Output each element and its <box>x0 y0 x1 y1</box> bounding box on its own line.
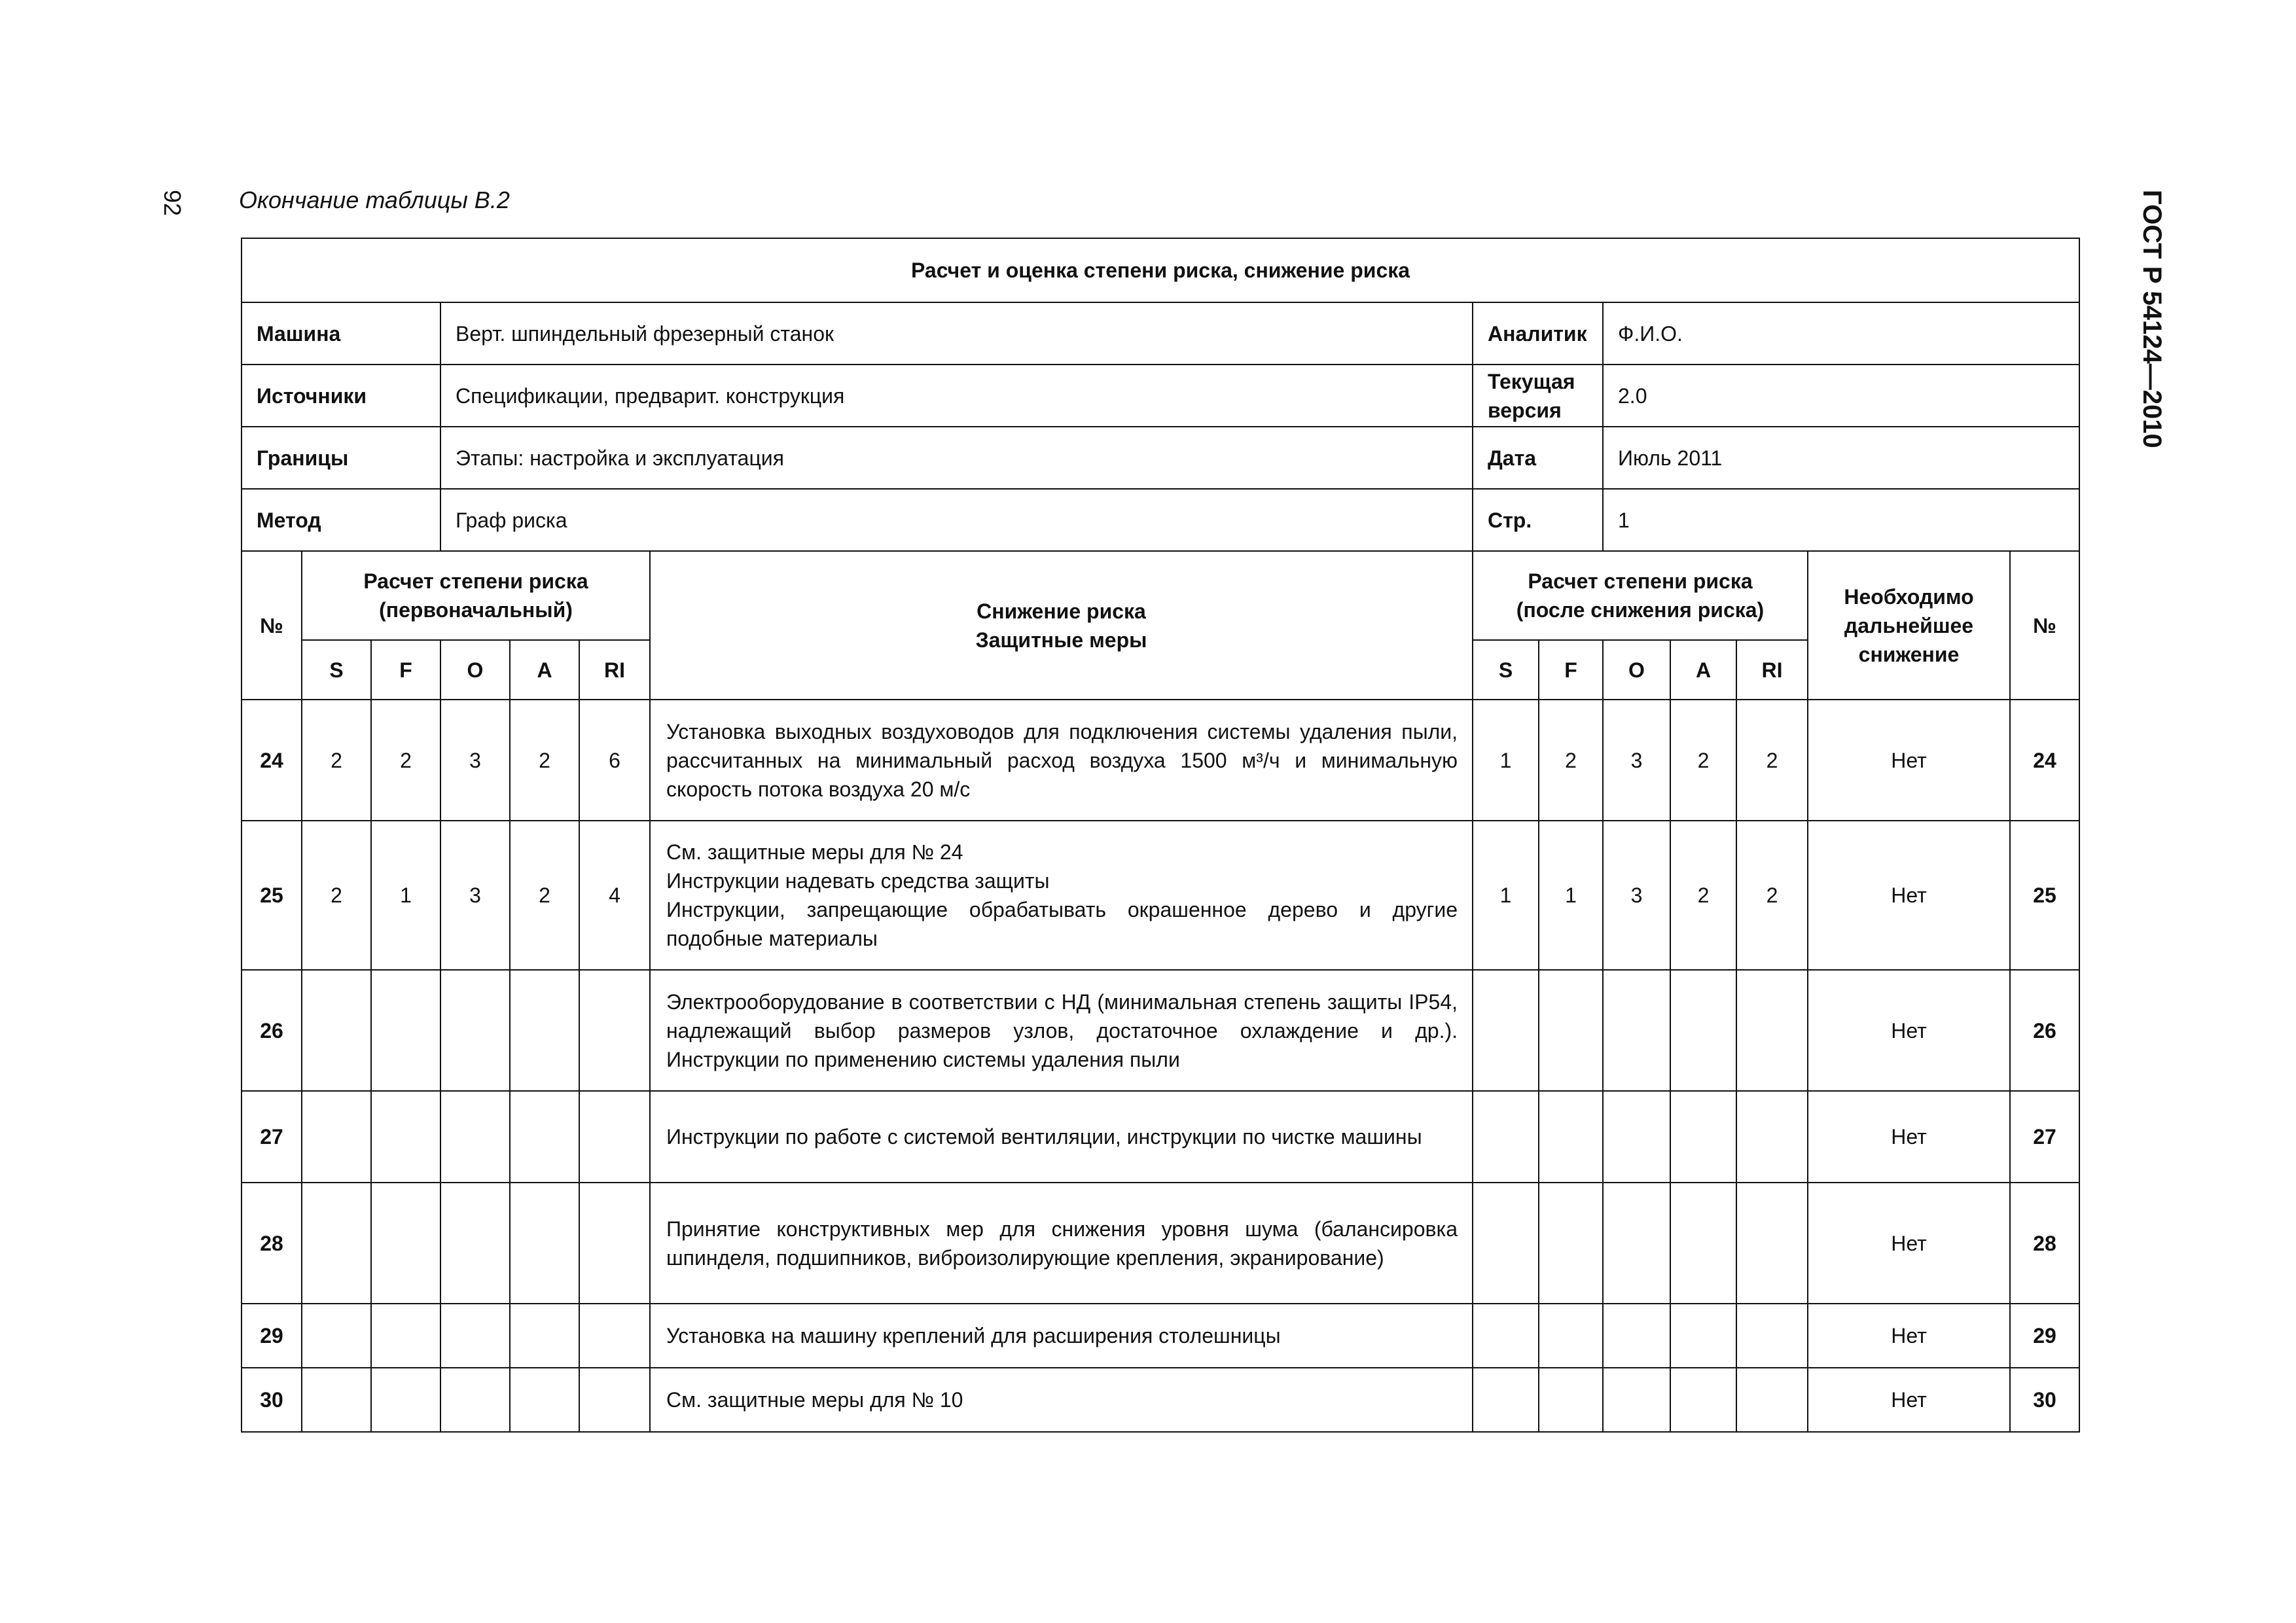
row-number-left: 25 <box>242 821 302 970</box>
after-o-value <box>1603 1091 1670 1183</box>
further-reduction-value: Нет <box>1808 970 2010 1091</box>
row-number-right: 25 <box>2010 821 2079 970</box>
initial-a-value <box>510 1183 579 1304</box>
meta-label-analyst: Аналитик <box>1473 302 1603 365</box>
initial-s-value <box>302 1091 371 1183</box>
header-after-o: O <box>1603 640 1670 700</box>
table-title: Расчет и оценка степени риска, снижение риска <box>242 238 2079 302</box>
after-s-value <box>1473 970 1539 1091</box>
row-number-left: 30 <box>242 1368 302 1432</box>
initial-s-value <box>302 1368 371 1432</box>
header-initial-s: S <box>302 640 371 700</box>
further-reduction-value: Нет <box>1808 1304 2010 1368</box>
protective-measures-cell <box>650 700 1473 821</box>
after-s-value <box>1473 1368 1539 1432</box>
initial-f-value: 1 <box>371 821 440 970</box>
row-number-right: 24 <box>2010 700 2079 821</box>
initial-ri-value: 6 <box>579 700 650 821</box>
initial-o-value <box>440 970 510 1091</box>
meta-label-method: Метод <box>242 489 440 551</box>
header-protective-measures <box>650 551 1473 700</box>
after-a-value: 2 <box>1670 821 1736 970</box>
initial-a-value: 2 <box>510 700 579 821</box>
after-s-value: 1 <box>1473 821 1539 970</box>
after-ri-value <box>1736 1368 1808 1432</box>
meta-label-version: Текущая версия <box>1473 365 1603 427</box>
protective-measure-text: Инструкции надевать средства защиты <box>666 869 1050 893</box>
row-number-left: 26 <box>242 970 302 1091</box>
standard-id: ГОСТ Р 54124—2010 <box>2138 190 2166 448</box>
initial-a-value <box>510 1368 579 1432</box>
initial-ri-value <box>579 970 650 1091</box>
further-reduction-value: Нет <box>1808 821 2010 970</box>
protective-measure-text: Электрооборудование в соответствии с НД (минимальная степень защиты IP54, надлежащий выбор размеров узлов, достаточное охлаждение и др.). Инструкции по применению системы удаления пыли <box>666 990 1458 1071</box>
header-no-left: № <box>242 551 302 700</box>
initial-ri-value <box>579 1368 650 1432</box>
initial-s-value <box>302 1183 371 1304</box>
header-row-main <box>242 551 2079 640</box>
row-number-right: 27 <box>2010 1091 2079 1183</box>
initial-o-value <box>440 1091 510 1183</box>
after-o-value: 3 <box>1603 821 1670 970</box>
meta-value-date: Июль 2011 <box>1603 427 2079 489</box>
after-s-value: 1 <box>1473 700 1539 821</box>
initial-o-value: 3 <box>440 700 510 821</box>
header-initial-line1: Расчет степени риска <box>363 569 588 593</box>
header-initial-a: A <box>510 640 579 700</box>
after-ri-value <box>1736 1304 1808 1368</box>
initial-ri-value <box>579 1183 650 1304</box>
header-after-a: A <box>1670 640 1736 700</box>
initial-f-value: 2 <box>371 700 440 821</box>
table-row <box>242 1183 2079 1304</box>
initial-o-value <box>440 1304 510 1368</box>
meta-value-limits: Этапы: настройка и эксплуатация <box>440 427 1473 489</box>
initial-a-value <box>510 1304 579 1368</box>
initial-ri-value: 4 <box>579 821 650 970</box>
initial-o-value <box>440 1368 510 1432</box>
table-row <box>242 821 2079 970</box>
after-f-value <box>1539 970 1603 1091</box>
after-ri-value <box>1736 1183 1808 1304</box>
risk-assessment-table <box>241 238 2080 1433</box>
after-ri-value: 2 <box>1736 821 1808 970</box>
further-reduction-value: Нет <box>1808 1183 2010 1304</box>
header-measures-line2: Защитные меры <box>975 628 1147 652</box>
table-row <box>242 700 2079 821</box>
protective-measure-text: Установка выходных воздуховодов для подключения системы удаления пыли, рассчитанных на минимальный расход воздуха 1500 м³/ч и минимальную скорость потока воздуха 20 м/с <box>666 719 1458 801</box>
protective-measures-cell <box>650 970 1473 1091</box>
header-initial-line2: (первоначальный) <box>379 598 573 622</box>
after-ri-value: 2 <box>1736 700 1808 821</box>
row-number-left: 28 <box>242 1183 302 1304</box>
meta-value-page: 1 <box>1603 489 2079 551</box>
after-ri-value <box>1736 1091 1808 1183</box>
header-after-f: F <box>1539 640 1603 700</box>
table-row <box>242 1304 2079 1368</box>
meta-value-version: 2.0 <box>1603 365 2079 427</box>
protective-measure-text: Инструкции, запрещающие обрабатывать окрашенное дерево и другие подобные материалы <box>666 898 1458 950</box>
table-caption: Окончание таблицы В.2 <box>239 187 510 213</box>
after-f-value <box>1539 1304 1603 1368</box>
meta-label-machine: Машина <box>242 302 440 365</box>
initial-s-value <box>302 970 371 1091</box>
after-f-value <box>1539 1183 1603 1304</box>
initial-f-value <box>371 970 440 1091</box>
meta-value-analyst: Ф.И.О. <box>1603 302 2079 365</box>
protective-measures-cell <box>650 821 1473 970</box>
meta-label-date: Дата <box>1473 427 1603 489</box>
meta-label-limits: Границы <box>242 427 440 489</box>
after-a-value <box>1670 970 1736 1091</box>
table-row <box>242 1368 2079 1432</box>
header-further-line1: Необходимо <box>1844 584 1974 609</box>
after-a-value <box>1670 1183 1736 1304</box>
after-a-value <box>1670 1368 1736 1432</box>
row-number-left: 24 <box>242 700 302 821</box>
header-after-s: S <box>1473 640 1539 700</box>
initial-o-value <box>440 1183 510 1304</box>
header-initial-f: F <box>371 640 440 700</box>
protective-measures-cell <box>650 1183 1473 1304</box>
header-no-right: № <box>2010 551 2079 700</box>
row-number-right: 30 <box>2010 1368 2079 1432</box>
meta-row-machine <box>242 302 2079 365</box>
initial-s-value: 2 <box>302 700 371 821</box>
meta-value-method: Граф риска <box>440 489 1473 551</box>
initial-a-value <box>510 970 579 1091</box>
header-initial-risk <box>302 551 650 640</box>
after-a-value <box>1670 1091 1736 1183</box>
after-s-value <box>1473 1183 1539 1304</box>
meta-row-method <box>242 489 2079 551</box>
initial-f-value <box>371 1183 440 1304</box>
page-number: 92 <box>159 190 186 217</box>
further-reduction-value: Нет <box>1808 700 2010 821</box>
initial-a-value: 2 <box>510 821 579 970</box>
header-after-ri: RI <box>1736 640 1808 700</box>
header-after-line2: (после снижения риска) <box>1516 598 1765 622</box>
protective-measures-cell <box>650 1304 1473 1368</box>
protective-measures-cell <box>650 1368 1473 1432</box>
after-s-value <box>1473 1304 1539 1368</box>
meta-row-sources <box>242 365 2079 427</box>
further-reduction-value: Нет <box>1808 1368 2010 1432</box>
row-number-left: 27 <box>242 1091 302 1183</box>
after-f-value: 2 <box>1539 700 1603 821</box>
initial-f-value <box>371 1091 440 1183</box>
after-o-value <box>1603 1368 1670 1432</box>
after-f-value <box>1539 1091 1603 1183</box>
header-after-line1: Расчет степени риска <box>1528 569 1753 593</box>
after-o-value <box>1603 970 1670 1091</box>
header-further-line2: дальнейшее <box>1844 613 1974 637</box>
header-initial-ri: RI <box>579 640 650 700</box>
after-f-value: 1 <box>1539 821 1603 970</box>
after-o-value <box>1603 1183 1670 1304</box>
after-o-value: 3 <box>1603 700 1670 821</box>
row-number-right: 29 <box>2010 1304 2079 1368</box>
protective-measures-cell <box>650 1091 1473 1183</box>
meta-value-sources: Спецификации, предварит. конструкция <box>440 365 1473 427</box>
initial-ri-value <box>579 1091 650 1183</box>
after-f-value <box>1539 1368 1603 1432</box>
meta-label-sources: Источники <box>242 365 440 427</box>
row-number-right: 28 <box>2010 1183 2079 1304</box>
table-row <box>242 1091 2079 1183</box>
protective-measure-text: Инструкции по работе с системой вентиляции, инструкции по чистке машины <box>666 1125 1422 1149</box>
header-further-line3: снижение <box>1858 642 1960 666</box>
table-row <box>242 970 2079 1091</box>
header-further-reduction <box>1808 551 2010 700</box>
initial-a-value <box>510 1091 579 1183</box>
row-number-left: 29 <box>242 1304 302 1368</box>
initial-f-value <box>371 1304 440 1368</box>
initial-s-value: 2 <box>302 821 371 970</box>
header-measures-line1: Снижение риска <box>977 599 1146 623</box>
header-after-risk <box>1473 551 1808 640</box>
after-o-value <box>1603 1304 1670 1368</box>
initial-o-value: 3 <box>440 821 510 970</box>
protective-measure-text: Установка на машину креплений для расширения столешницы <box>666 1324 1281 1347</box>
after-a-value: 2 <box>1670 700 1736 821</box>
protective-measure-text: См. защитные меры для № 24 <box>666 840 963 864</box>
initial-f-value <box>371 1368 440 1432</box>
meta-row-limits <box>242 427 2079 489</box>
meta-label-page: Стр. <box>1473 489 1603 551</box>
after-s-value <box>1473 1091 1539 1183</box>
protective-measure-text: См. защитные меры для № 10 <box>666 1388 963 1412</box>
initial-s-value <box>302 1304 371 1368</box>
initial-ri-value <box>579 1304 650 1368</box>
after-a-value <box>1670 1304 1736 1368</box>
after-ri-value <box>1736 970 1808 1091</box>
row-number-right: 26 <box>2010 970 2079 1091</box>
further-reduction-value: Нет <box>1808 1091 2010 1183</box>
meta-value-machine: Верт. шпиндельный фрезерный станок <box>440 302 1473 365</box>
protective-measure-text: Принятие конструктивных мер для снижения уровня шума (балансировка шпинделя, подшипников, виброизолирующие крепления, экранирование) <box>666 1217 1458 1270</box>
header-initial-o: O <box>440 640 510 700</box>
